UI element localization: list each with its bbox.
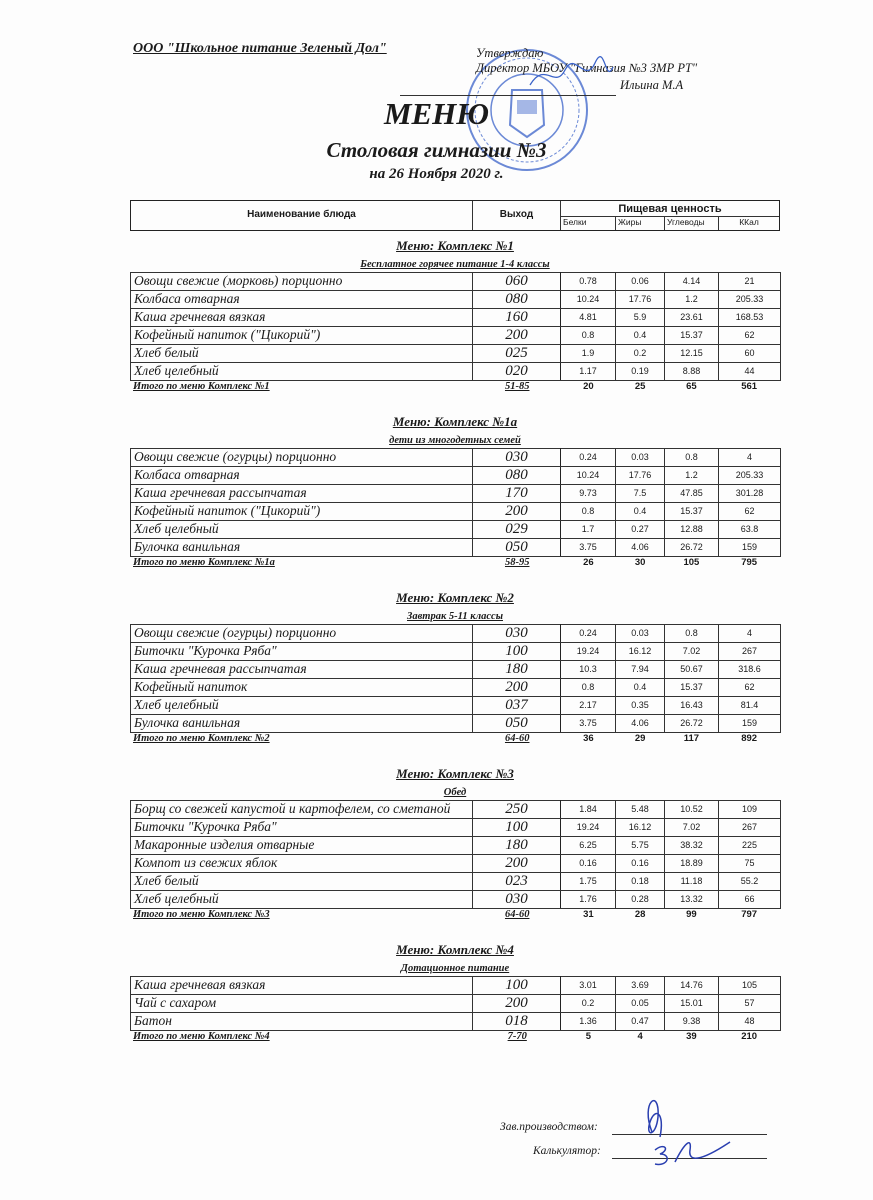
fat-cell: 0.03 [616, 625, 665, 643]
fat-cell: 7.94 [616, 661, 665, 679]
dish-yield-cell: 160 [473, 309, 561, 327]
total-label: Итого по меню Комплекс №4 [133, 1031, 270, 1042]
total-label: Итого по меню Комплекс №1а [133, 557, 275, 568]
section-title: Меню: Комплекс №1 [396, 238, 514, 253]
dishes-table [130, 448, 781, 557]
dish-name-cell: Булочка ванильная [131, 539, 473, 557]
table-row [131, 891, 781, 909]
protein-cell: 1.7 [561, 521, 616, 539]
total-carbs: 117 [683, 733, 700, 744]
total-fat: 25 [634, 381, 646, 392]
fat-cell: 0.4 [616, 327, 665, 345]
kcal-cell: 44 [719, 363, 781, 381]
protein-cell: 2.17 [561, 697, 616, 715]
dishes-table [130, 272, 781, 381]
dish-name-cell: Каша гречневая рассыпчатая [131, 661, 473, 679]
dish-name-cell: Колбаса отварная [131, 467, 473, 485]
dishes-table [130, 800, 781, 909]
carbs-cell: 15.37 [665, 503, 719, 521]
kcal-cell: 57 [719, 995, 781, 1013]
fat-cell: 0.05 [616, 995, 665, 1013]
page-subtitle: Столовая гимназии №3 [326, 138, 547, 162]
carbs-cell: 26.72 [665, 715, 719, 733]
dish-name-cell: Хлеб целебный [131, 521, 473, 539]
menu-section [130, 764, 780, 924]
carbs-cell: 13.32 [665, 891, 719, 909]
dish-yield-cell: 018 [473, 1013, 561, 1031]
fat-cell: 17.76 [616, 467, 665, 485]
total-protein: 20 [583, 381, 594, 392]
kcal-cell: 159 [719, 539, 781, 557]
fat-cell: 17.76 [616, 291, 665, 309]
fat-cell: 0.28 [616, 891, 665, 909]
dish-name-cell: Каша гречневая рассыпчатая [131, 485, 473, 503]
kcal-cell: 318.6 [719, 661, 781, 679]
total-label: Итого по меню Комплекс №3 [133, 909, 270, 920]
kcal-cell: 63.8 [719, 521, 781, 539]
fat-cell: 0.35 [616, 697, 665, 715]
fat-cell: 0.4 [616, 679, 665, 697]
total-protein: 26 [583, 557, 594, 568]
header-carbs: Углеводы [665, 217, 719, 230]
total-protein: 36 [583, 733, 594, 744]
approval-name: Ильина М.А [620, 78, 684, 92]
dish-yield-cell: 029 [473, 521, 561, 539]
table-row [131, 819, 781, 837]
protein-cell: 1.75 [561, 873, 616, 891]
protein-cell: 0.24 [561, 449, 616, 467]
table-row [131, 539, 781, 557]
kcal-cell: 205.33 [719, 291, 781, 309]
total-yield: 64-60 [504, 909, 530, 920]
total-kcal: 797 [741, 909, 758, 920]
fat-cell: 16.12 [616, 643, 665, 661]
dish-name-cell: Чай с сахаром [131, 995, 473, 1013]
dish-name-cell: Булочка ванильная [131, 715, 473, 733]
section-title: Меню: Комплекс №3 [396, 766, 514, 781]
header-kcal: ККал [739, 217, 759, 227]
section-subtitle: дети из многодетных семей [389, 435, 521, 446]
dish-yield-cell: 037 [473, 697, 561, 715]
dish-yield-cell: 080 [473, 291, 561, 309]
fat-cell: 5.75 [616, 837, 665, 855]
header-protein: Белки [561, 217, 616, 230]
fat-cell: 3.69 [616, 977, 665, 995]
dish-name-cell: Биточки "Курочка Ряба" [131, 819, 473, 837]
table-row [131, 873, 781, 891]
carbs-cell: 38.32 [665, 837, 719, 855]
carbs-cell: 9.38 [665, 1013, 719, 1031]
page-title: МЕНЮ [383, 96, 490, 131]
kcal-cell: 62 [719, 327, 781, 345]
protein-cell: 1.84 [561, 801, 616, 819]
carbs-cell: 7.02 [665, 819, 719, 837]
fat-cell: 16.12 [616, 819, 665, 837]
protein-cell: 3.75 [561, 539, 616, 557]
section-title: Меню: Комплекс №4 [396, 942, 514, 957]
dish-yield-cell: 100 [473, 977, 561, 995]
dish-name-cell: Биточки "Курочка Ряба" [131, 643, 473, 661]
dishes-table [130, 976, 781, 1031]
total-protein: 5 [585, 1031, 592, 1042]
table-row [131, 273, 781, 291]
table-row [131, 503, 781, 521]
protein-cell: 0.8 [561, 327, 616, 345]
handwritten-signatures-icon [630, 1092, 760, 1172]
fat-cell: 4.06 [616, 539, 665, 557]
dish-name-cell: Овощи свежие (огурцы) порционно [131, 625, 473, 643]
total-fat: 29 [634, 733, 646, 744]
table-row [131, 327, 781, 345]
table-row [131, 449, 781, 467]
header-nutrition: Пищевая ценность [561, 201, 779, 217]
section-total-row [130, 381, 780, 396]
fat-cell: 5.48 [616, 801, 665, 819]
total-carbs: 65 [686, 381, 697, 392]
table-row [131, 697, 781, 715]
dish-name-cell: Овощи свежие (огурцы) порционно [131, 449, 473, 467]
kcal-cell: 48 [719, 1013, 781, 1031]
table-row [131, 1013, 781, 1031]
total-kcal: 795 [741, 557, 758, 568]
dish-name-cell: Хлеб целебный [131, 697, 473, 715]
kcal-cell: 55.2 [719, 873, 781, 891]
dish-yield-cell: 200 [473, 503, 561, 521]
protein-cell: 19.24 [561, 819, 616, 837]
fat-cell: 0.18 [616, 873, 665, 891]
kcal-cell: 267 [719, 819, 781, 837]
menu-date: на 26 Ноября 2020 г. [369, 166, 504, 182]
kcal-cell: 4 [719, 625, 781, 643]
table-row [131, 309, 781, 327]
table-row [131, 715, 781, 733]
carbs-cell: 50.67 [665, 661, 719, 679]
dish-name-cell: Овощи свежие (морковь) порционно [131, 273, 473, 291]
dish-yield-cell: 200 [473, 327, 561, 345]
dish-name-cell: Борщ со свежей капустой и картофелем, со сметаной [131, 801, 473, 819]
protein-cell: 10.24 [561, 467, 616, 485]
fat-cell: 7.5 [616, 485, 665, 503]
table-row [131, 521, 781, 539]
approval-label: Утверждаю [476, 46, 544, 60]
header-yield: Выход [473, 201, 561, 230]
carbs-cell: 10.52 [665, 801, 719, 819]
table-header [130, 200, 780, 231]
kcal-cell: 225 [719, 837, 781, 855]
dish-yield-cell: 080 [473, 467, 561, 485]
protein-cell: 0.78 [561, 273, 616, 291]
dish-name-cell: Колбаса отварная [131, 291, 473, 309]
dish-yield-cell: 020 [473, 363, 561, 381]
kcal-cell: 267 [719, 643, 781, 661]
protein-cell: 4.81 [561, 309, 616, 327]
kcal-cell: 168.53 [719, 309, 781, 327]
section-subtitle: Завтрак 5-11 классы [407, 611, 503, 622]
table-row [131, 679, 781, 697]
menu-section [130, 588, 780, 748]
kcal-cell: 66 [719, 891, 781, 909]
kcal-cell: 62 [719, 679, 781, 697]
menu-section [130, 412, 780, 572]
table-row [131, 363, 781, 381]
fat-cell: 0.47 [616, 1013, 665, 1031]
dish-name-cell: Макаронные изделия отварные [131, 837, 473, 855]
carbs-cell: 1.2 [665, 467, 719, 485]
total-label: Итого по меню Комплекс №1 [133, 381, 270, 392]
dish-yield-cell: 023 [473, 873, 561, 891]
carbs-cell: 12.88 [665, 521, 719, 539]
carbs-cell: 7.02 [665, 643, 719, 661]
carbs-cell: 0.8 [665, 625, 719, 643]
carbs-cell: 0.8 [665, 449, 719, 467]
total-kcal: 210 [741, 1031, 758, 1042]
fat-cell: 0.27 [616, 521, 665, 539]
table-row [131, 467, 781, 485]
total-carbs: 99 [686, 909, 697, 920]
carbs-cell: 1.2 [665, 291, 719, 309]
total-fat: 4 [637, 1031, 643, 1042]
dish-name-cell: Хлеб целебный [131, 891, 473, 909]
dish-yield-cell: 030 [473, 449, 561, 467]
kcal-cell: 21 [719, 273, 781, 291]
dish-name-cell: Хлеб белый [131, 873, 473, 891]
total-yield: 64-60 [504, 733, 530, 744]
section-total-row [130, 1031, 780, 1046]
dish-name-cell: Хлеб целебный [131, 363, 473, 381]
dish-yield-cell: 030 [473, 625, 561, 643]
protein-cell: 0.8 [561, 679, 616, 697]
protein-cell: 1.17 [561, 363, 616, 381]
protein-cell: 0.2 [561, 995, 616, 1013]
total-yield: 7-70 [507, 1031, 527, 1042]
production-manager-label: Зав.производством: [500, 1121, 598, 1133]
section-subtitle: Обед [443, 787, 467, 798]
calculator-label: Калькулятор: [533, 1145, 601, 1157]
kcal-cell: 81.4 [719, 697, 781, 715]
kcal-cell: 159 [719, 715, 781, 733]
carbs-cell: 15.01 [665, 995, 719, 1013]
dishes-table [130, 624, 781, 733]
header-fat: Жиры [616, 217, 665, 230]
dish-yield-cell: 100 [473, 643, 561, 661]
fat-cell: 0.03 [616, 449, 665, 467]
carbs-cell: 4.14 [665, 273, 719, 291]
total-carbs: 105 [683, 557, 700, 568]
table-row [131, 801, 781, 819]
table-row [131, 291, 781, 309]
dish-yield-cell: 060 [473, 273, 561, 291]
section-subtitle: Дотационное питание [400, 963, 510, 974]
fat-cell: 0.16 [616, 855, 665, 873]
kcal-cell: 4 [719, 449, 781, 467]
total-yield: 58-95 [504, 557, 530, 568]
organization-name: ООО "Школьное питание Зеленый Дол" [133, 41, 387, 56]
fat-cell: 4.06 [616, 715, 665, 733]
carbs-cell: 18.89 [665, 855, 719, 873]
protein-cell: 1.36 [561, 1013, 616, 1031]
approval-director: Директор МБОУ "Гимназия №3 ЗМР РТ" [476, 61, 698, 75]
section-total-row [130, 733, 780, 748]
menu-sections [130, 236, 780, 1062]
carbs-cell: 14.76 [665, 977, 719, 995]
dish-name-cell: Кофейный напиток ("Цикорий") [131, 327, 473, 345]
carbs-cell: 47.85 [665, 485, 719, 503]
dish-name-cell: Батон [131, 1013, 473, 1031]
carbs-cell: 11.18 [665, 873, 719, 891]
section-title: Меню: Комплекс №1а [392, 414, 518, 429]
protein-cell: 0.8 [561, 503, 616, 521]
total-protein: 31 [583, 909, 594, 920]
carbs-cell: 15.37 [665, 679, 719, 697]
total-fat: 30 [634, 557, 646, 568]
kcal-cell: 105 [719, 977, 781, 995]
table-row [131, 837, 781, 855]
dish-yield-cell: 025 [473, 345, 561, 363]
table-row [131, 977, 781, 995]
protein-cell: 0.24 [561, 625, 616, 643]
total-kcal: 561 [741, 381, 758, 392]
section-title: Меню: Комплекс №2 [396, 590, 514, 605]
dish-yield-cell: 170 [473, 485, 561, 503]
dish-name-cell: Хлеб белый [131, 345, 473, 363]
protein-cell: 19.24 [561, 643, 616, 661]
table-row [131, 661, 781, 679]
dish-yield-cell: 200 [473, 679, 561, 697]
carbs-cell: 12.15 [665, 345, 719, 363]
section-total-row [130, 557, 780, 572]
total-label: Итого по меню Комплекс №2 [133, 733, 270, 744]
carbs-cell: 26.72 [665, 539, 719, 557]
table-row [131, 995, 781, 1013]
kcal-cell: 60 [719, 345, 781, 363]
carbs-cell: 23.61 [665, 309, 719, 327]
fat-cell: 5.9 [616, 309, 665, 327]
section-total-row [130, 909, 780, 924]
dish-yield-cell: 180 [473, 837, 561, 855]
table-row [131, 643, 781, 661]
dish-name-cell: Каша гречневая вязкая [131, 977, 473, 995]
total-kcal: 892 [741, 733, 758, 744]
table-row [131, 345, 781, 363]
total-fat: 28 [634, 909, 646, 920]
director-signature-icon [525, 55, 615, 95]
table-row [131, 625, 781, 643]
carbs-cell: 8.88 [665, 363, 719, 381]
protein-cell: 6.25 [561, 837, 616, 855]
kcal-cell: 205.33 [719, 467, 781, 485]
dish-name-cell: Кофейный напиток [131, 679, 473, 697]
total-yield: 51-85 [504, 381, 530, 392]
menu-section [130, 940, 780, 1046]
header-dish-name: Наименование блюда [131, 201, 473, 230]
protein-cell: 0.16 [561, 855, 616, 873]
kcal-cell: 301.28 [719, 485, 781, 503]
total-carbs: 39 [686, 1031, 697, 1042]
dish-name-cell: Компот из свежих яблок [131, 855, 473, 873]
kcal-cell: 109 [719, 801, 781, 819]
fat-cell: 0.4 [616, 503, 665, 521]
kcal-cell: 62 [719, 503, 781, 521]
table-row [131, 855, 781, 873]
fat-cell: 0.06 [616, 273, 665, 291]
protein-cell: 1.9 [561, 345, 616, 363]
protein-cell: 9.73 [561, 485, 616, 503]
protein-cell: 1.76 [561, 891, 616, 909]
carbs-cell: 16.43 [665, 697, 719, 715]
menu-section [130, 236, 780, 396]
protein-cell: 3.01 [561, 977, 616, 995]
dish-name-cell: Кофейный напиток ("Цикорий") [131, 503, 473, 521]
dish-yield-cell: 180 [473, 661, 561, 679]
table-row [131, 485, 781, 503]
carbs-cell: 15.37 [665, 327, 719, 345]
fat-cell: 0.19 [616, 363, 665, 381]
dish-yield-cell: 200 [473, 855, 561, 873]
dish-yield-cell: 030 [473, 891, 561, 909]
dish-yield-cell: 200 [473, 995, 561, 1013]
kcal-cell: 75 [719, 855, 781, 873]
dish-name-cell: Каша гречневая вязкая [131, 309, 473, 327]
dish-yield-cell: 050 [473, 539, 561, 557]
dish-yield-cell: 100 [473, 819, 561, 837]
section-subtitle: Бесплатное горячее питание 1-4 классы [360, 259, 550, 270]
protein-cell: 3.75 [561, 715, 616, 733]
fat-cell: 0.2 [616, 345, 665, 363]
protein-cell: 10.24 [561, 291, 616, 309]
dish-yield-cell: 050 [473, 715, 561, 733]
protein-cell: 10.3 [561, 661, 616, 679]
dish-yield-cell: 250 [473, 801, 561, 819]
